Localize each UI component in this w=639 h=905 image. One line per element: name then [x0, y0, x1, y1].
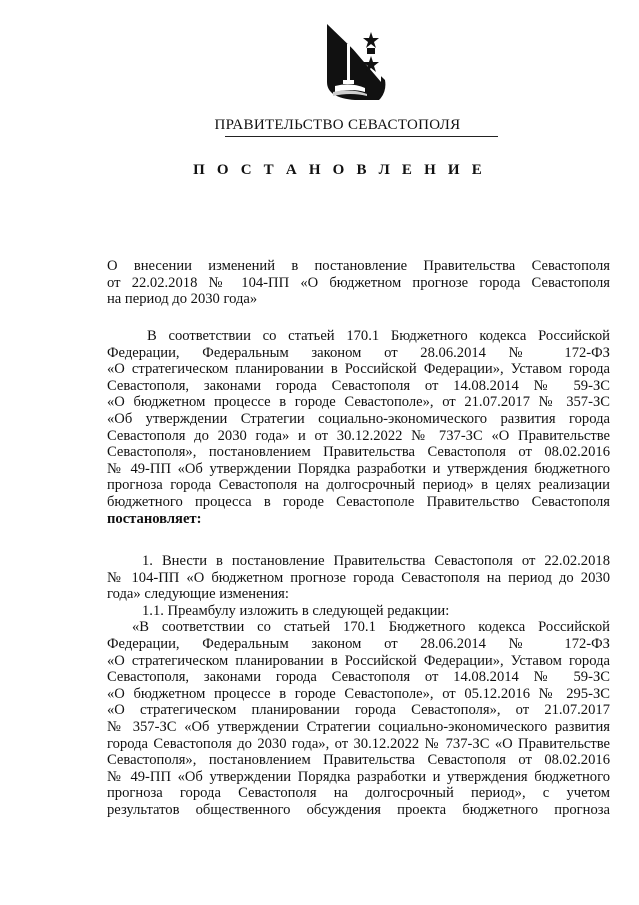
- preamble-line: прогноза города Севастополя на долгосрочный период» в целях реализации: [107, 477, 610, 494]
- preamble-line: Севастополя», постановлением Правительства Севастополя от 08.02.2016: [107, 444, 610, 461]
- quote-line: «О бюджетном процессе в городе Севастополе», от 05.12.2016 № 295-ЗС: [107, 685, 610, 702]
- document-type-heading: П О С Т А Н О В Л Е Н И Е: [193, 162, 486, 178]
- quote-line: Севастополя», постановлением Правительства Севастополя от 08.02.2016: [107, 752, 610, 769]
- preamble-line: «О бюджетном процессе в городе Севастополе», от 21.07.2017 № 357-ЗС: [107, 394, 610, 411]
- quote-line: результатов общественного обсуждения проекта бюджетного прогноза: [107, 801, 610, 818]
- preamble-line: «Об утверждении Стратегии социально-экономического развития города: [107, 410, 610, 427]
- preamble-line: Севастополя, законами города Севастополя от 14.08.2014 № 59-ЗС: [107, 377, 610, 394]
- preamble-paragraph: [107, 328, 610, 527]
- preamble-line: В соответствии со статьей 170.1 Бюджетного кодекса Российской: [147, 328, 610, 344]
- decision-word: постановляет:: [107, 510, 202, 527]
- quote-line: «О стратегическом планировании в Российской Федерации», Уставом города: [107, 652, 610, 669]
- sevastopol-emblem-icon: [321, 22, 389, 102]
- preamble-line: «О стратегическом планировании в Российской Федерации», Уставом города: [107, 361, 610, 378]
- quote-line: Севастополя, законами города Севастополя от 14.08.2014 № 59-ЗС: [107, 669, 610, 686]
- subject-line: на период до 2030 года»: [107, 291, 258, 308]
- preamble-line: Севастополя до 2030 года» и от 30.12.2022 № 737-ЗС «О Правительстве: [107, 427, 610, 444]
- resolution-items: [107, 553, 610, 819]
- item-1-1: 1.1. Преамбулу изложить в следующей редакции:: [142, 602, 450, 619]
- government-title: ПРАВИТЕЛЬСТВО СЕВАСТОПОЛЯ: [214, 117, 461, 133]
- quote-line: Федерации, Федеральным законом от 28.06.2014 № 172-ФЗ: [107, 635, 610, 652]
- title-underline: [225, 136, 498, 137]
- preamble-line: № 49-ПП «Об утверждении Порядка разработки и утверждения бюджетного: [107, 460, 610, 477]
- quote-line: № 49-ПП «Об утверждении Порядка разработки и утверждения бюджетного: [107, 768, 610, 785]
- subject-line: О внесении изменений в постановление Правительства Севастополя: [107, 258, 610, 274]
- quote-line: города Севастополя до 2030 года», от 30.12.2022 № 737-ЗС «О Правительстве: [107, 735, 610, 752]
- quote-line: «О стратегическом планировании города Севастополя», от 21.07.2017: [107, 702, 610, 719]
- item-1-line: № 104-ПП «О бюджетном прогнозе города Севастополя на период до 2030: [107, 569, 610, 586]
- preamble-line: бюджетного процесса в городе Севастополе Правительство Севастополя: [107, 493, 610, 510]
- subject-line: от 22.02.2018 № 104-ПП «О бюджетном прогнозе города Севастополя: [107, 274, 610, 291]
- quote-line: № 357-ЗС «Об утверждении Стратегии социально-экономического развития: [107, 718, 610, 735]
- item-1-line: года» следующие изменения:: [107, 586, 289, 603]
- item-1-line: 1. Внести в постановление Правительства Севастополя от 22.02.2018: [142, 553, 610, 569]
- preamble-line: Федерации, Федеральным законом от 28.06.2014 № 172-ФЗ: [107, 344, 610, 361]
- quote-line: «В соответствии со статьей 170.1 Бюджетного кодекса Российской: [132, 619, 610, 636]
- document-subject: [107, 258, 610, 308]
- quote-line: прогноза города Севастополя на долгосрочный период», с учетом: [107, 785, 610, 802]
